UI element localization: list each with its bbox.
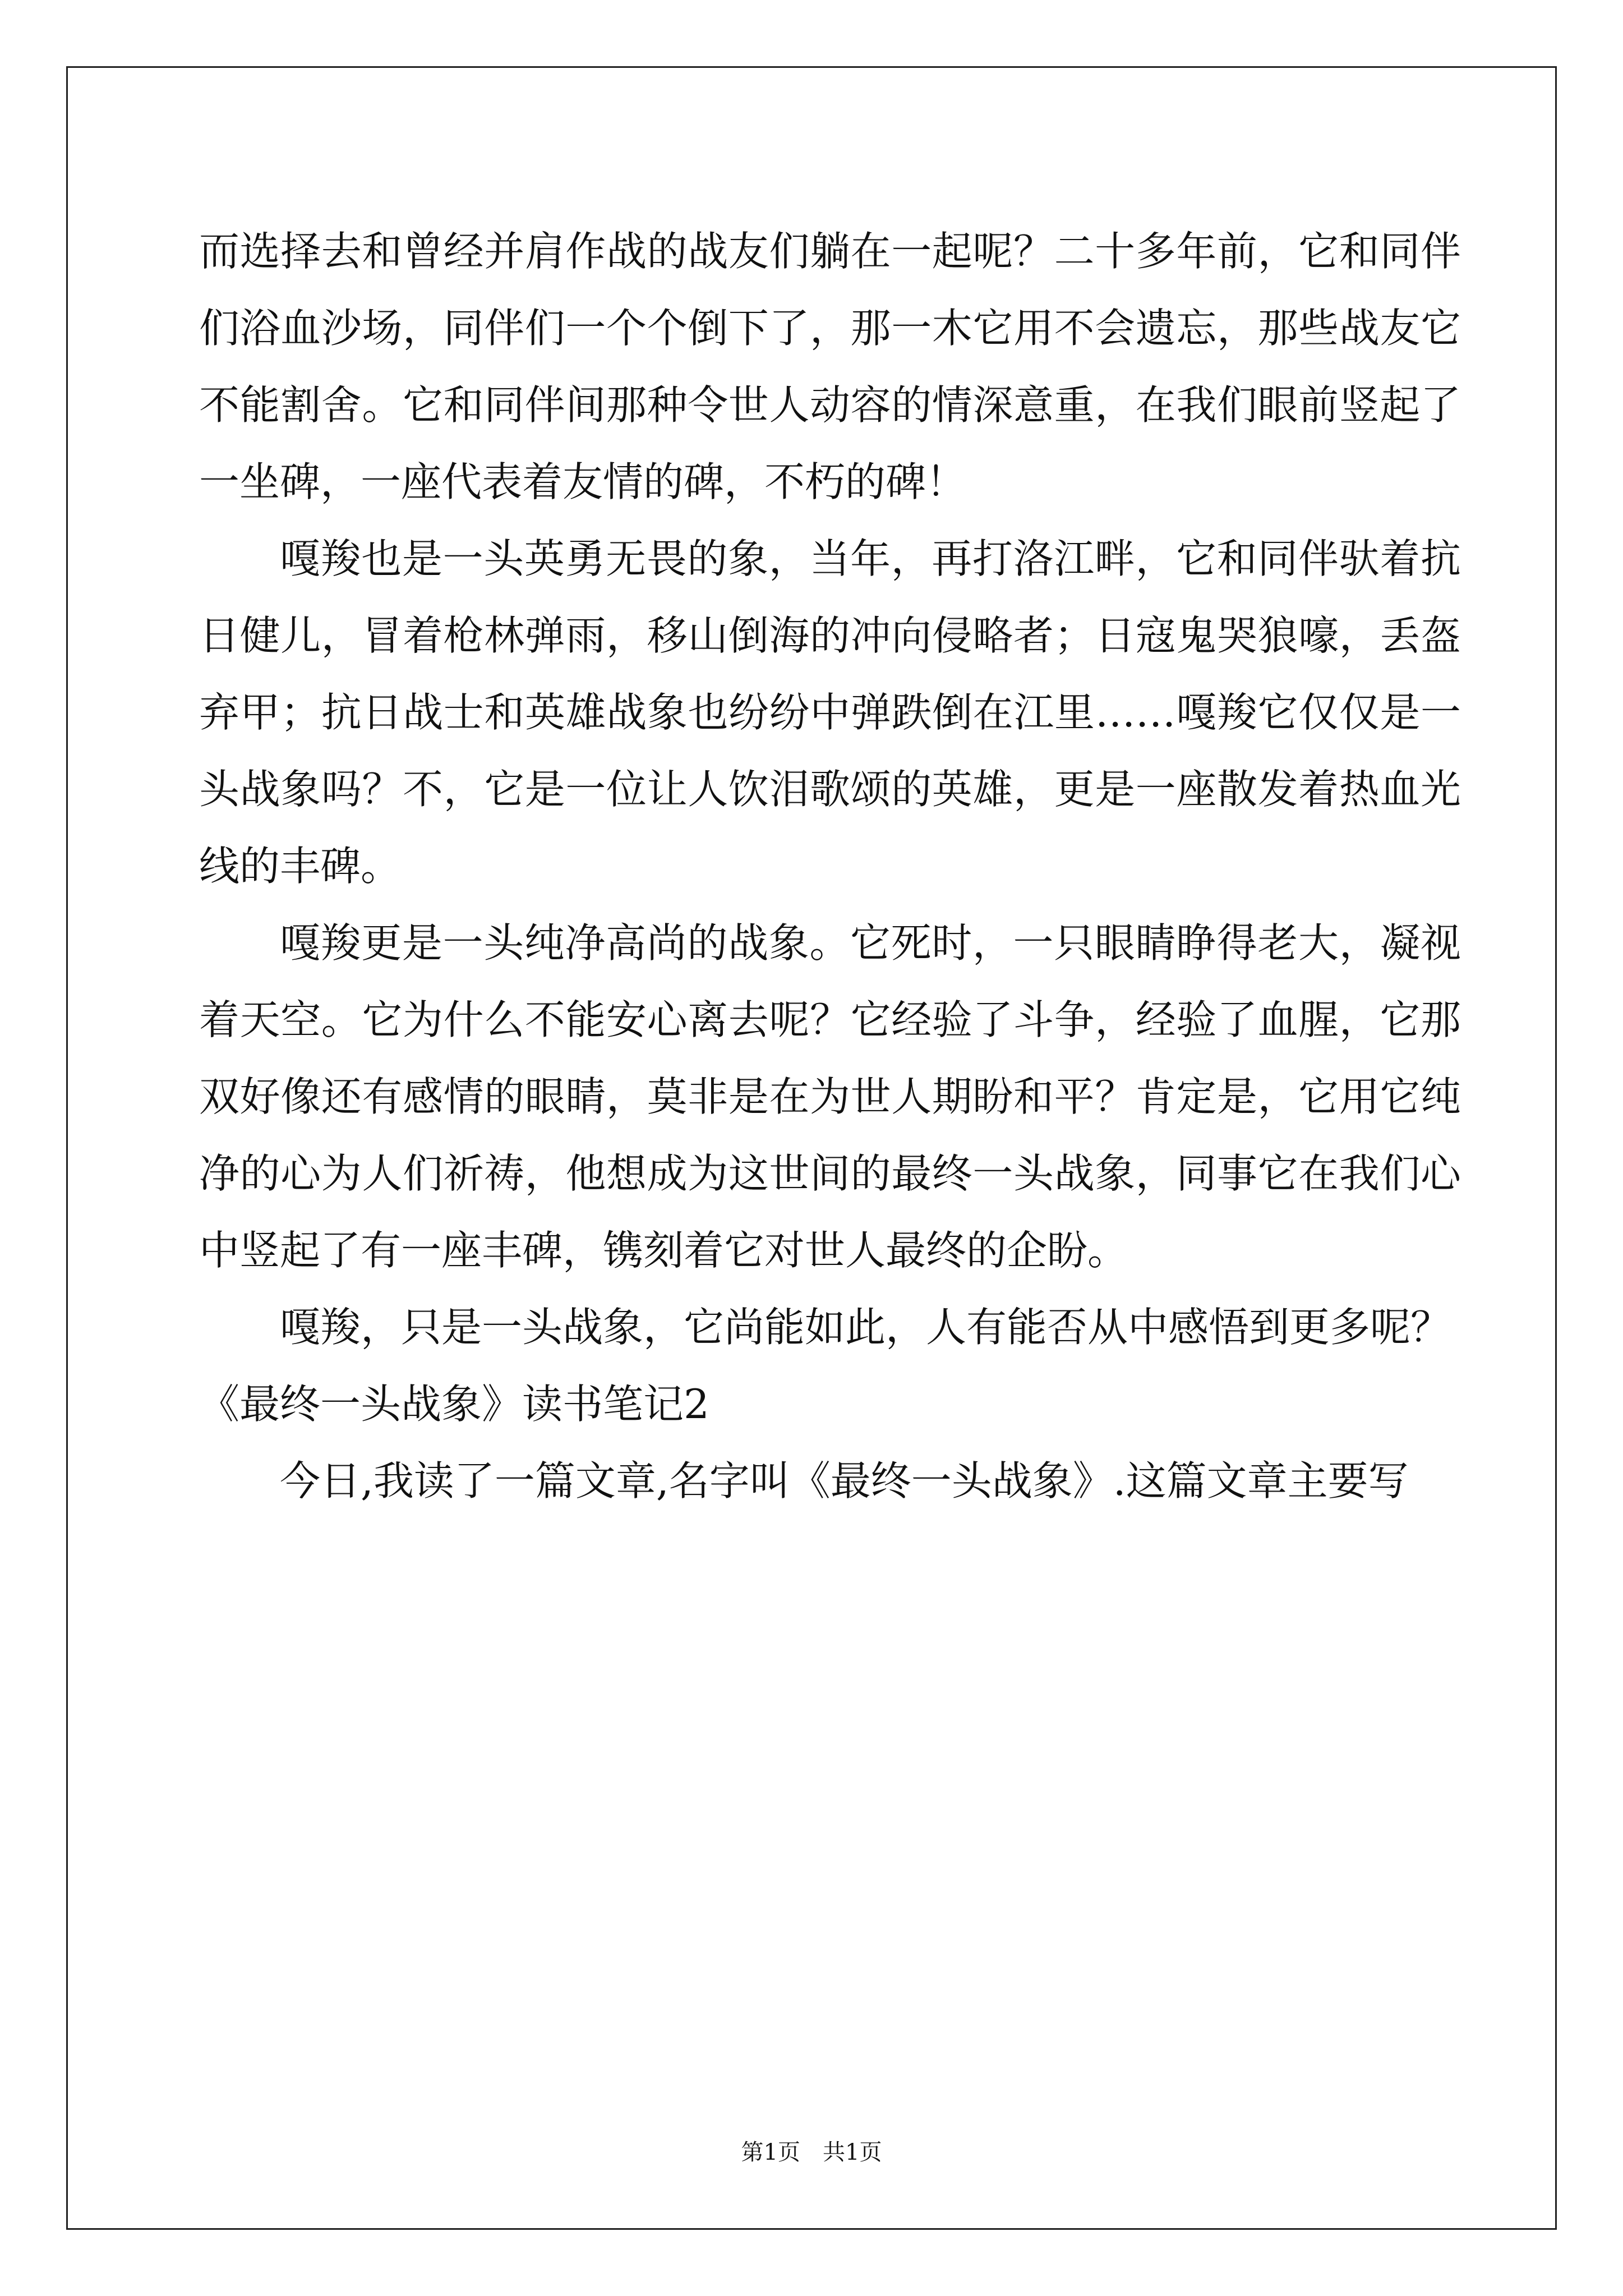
page-footer: 第1页 共1页 (741, 2139, 882, 2165)
section-title: 《最终一头战象》读书笔记2 (199, 1381, 709, 1428)
paragraph-4: 嘎羧，只是一头战象，它尚能如此，人有能否从中感悟到更多呢？ (280, 1304, 1451, 1351)
paragraph-1: 而选择去和曾经并肩作战的战友们躺在一起呢？二十多年前，它和同伴们浴血沙场，同伴们一个个倒下了，那一木它用不会遗忘，那些战友它不能割舍。它和同伴间那种令世人动容的情深意重，在我们眼前竖起了一坐碑，一座代表着友情的碑，不朽的碑！ (199, 228, 1461, 505)
document-body (199, 213, 1461, 1520)
paragraph-5: 今日,我读了一篇文章,名字叫《最终一头战象》.这篇文章主要写 (280, 1457, 1409, 1504)
paragraph-3: 嘎羧更是一头纯净高尚的战象。它死时，一只眼睛睁得老大，凝视着天空。它为什么不能安心离去呢？它经验了斗争，经验了血腥，它那双好像还有感情的眼睛，莫非是在为世人期盼和平？肯定是，它用它纯净的心为人们祈祷，他想成为这世间的最终一头战象，同事它在我们心中竖起了有一座丰碑，镌刻着它对世人最终的企盼。 (199, 919, 1461, 1274)
paragraph-2: 嘎羧也是一头英勇无畏的象，当年，再打洛江畔，它和同伴驮着抗日健儿，冒着枪林弹雨，移山倒海的冲向侵略者；日寇鬼哭狼嚎，丢盔弃甲；抗日战士和英雄战象也纷纷中弹跌倒在江里……嘎羧它仅仅是一头战象吗？不，它是一位让人饮泪歌颂的英雄，更是一座散发着热血光线的丰碑。 (199, 535, 1461, 890)
